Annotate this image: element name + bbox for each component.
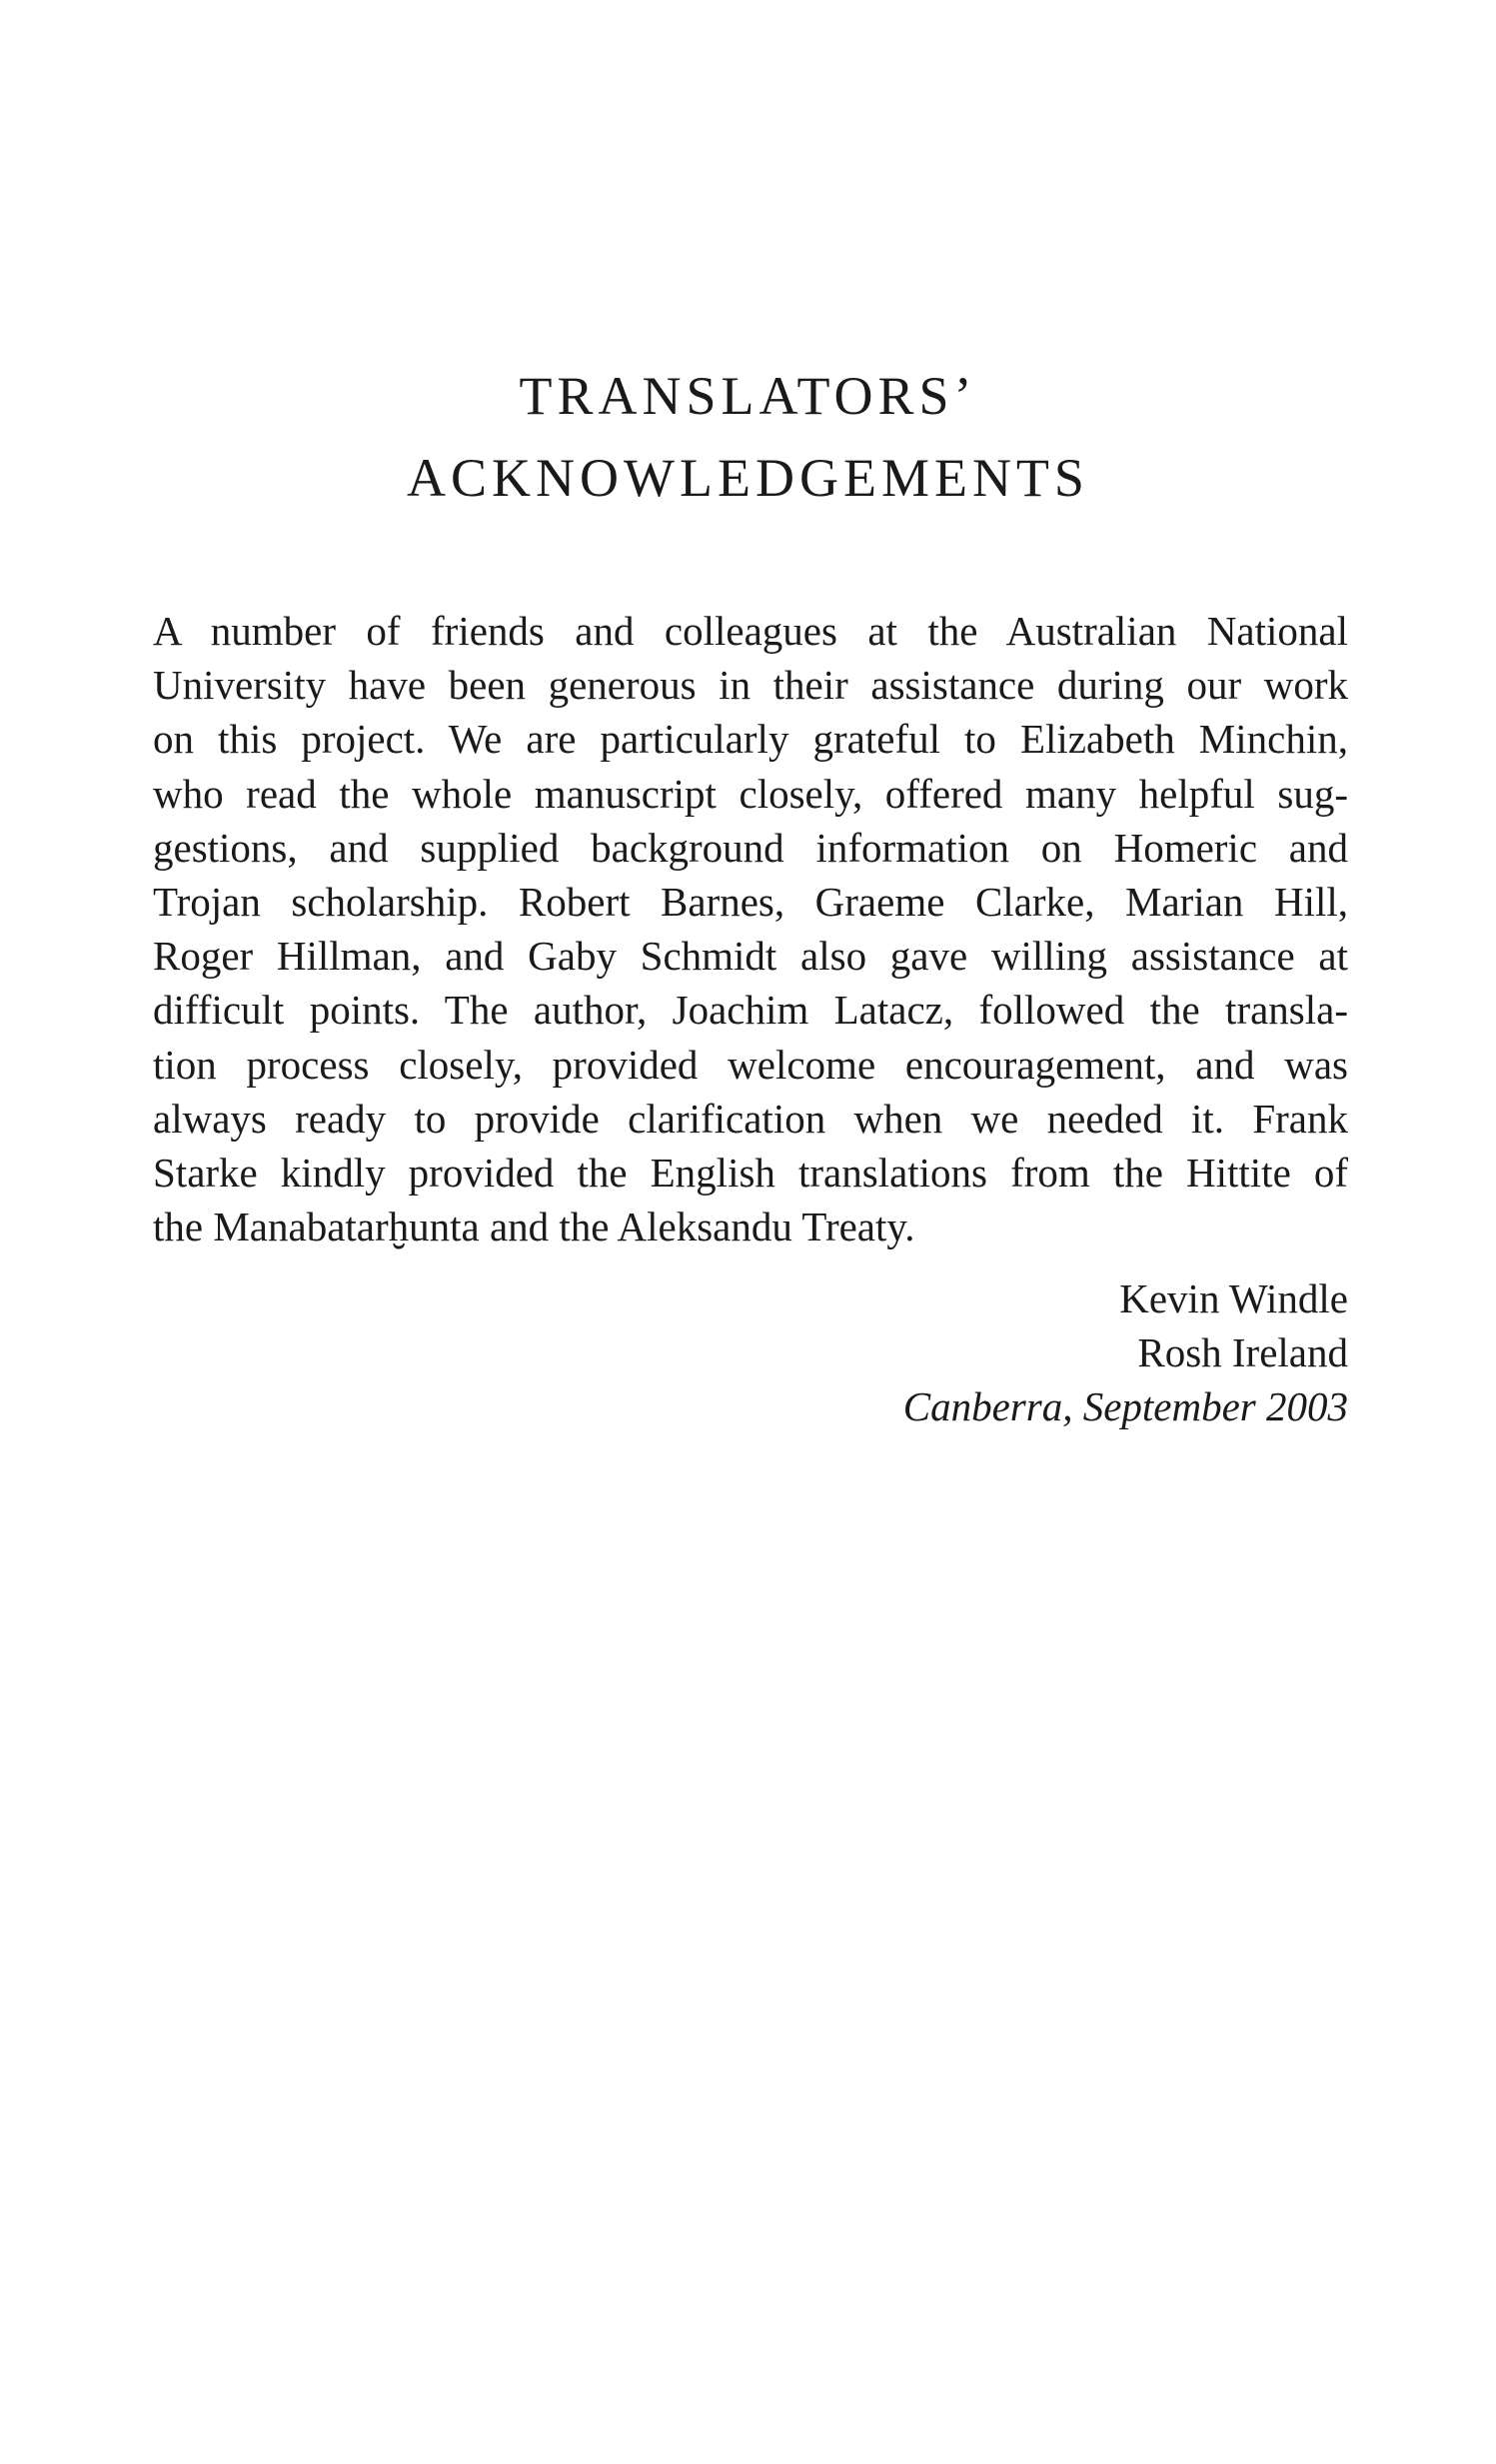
paragraph-line: A number of friends and colleagues at the Australian National (153, 608, 1348, 654)
paragraph-line: who read the whole manuscript closely, offered many helpful sug- (153, 770, 1348, 817)
paragraph-line: Starke kindly provided the English translations from the Hittite of (153, 1150, 1348, 1197)
paragraph-line: always ready to provide clarification when we needed it. Frank (153, 1095, 1348, 1142)
paragraph-line: tion process closely, provided welcome encouragement, and was (153, 1041, 1348, 1088)
paragraph-line: on this project. We are particularly grateful to Elizabeth Minchin, (153, 716, 1348, 763)
paragraph-line: the Manabatarḫunta and the Aleksandu Treaty. (153, 1204, 915, 1250)
heading-line-2: ACKNOWLEDGEMENTS (407, 448, 1089, 508)
signature-place-date: Canberra, September 2003 (902, 1383, 1348, 1429)
paragraph-line: Roger Hillman, and Gaby Schmidt also gave willing assistance at (153, 933, 1348, 980)
signature-name-kevin-windle: Kevin Windle (1119, 1275, 1348, 1321)
paragraph-line: Trojan scholarship. Robert Barnes, Graeme Clarke, Marian Hill, (153, 879, 1348, 926)
heading-line-1: TRANSLATORS’ (519, 366, 977, 426)
acknowledgements-paragraph (153, 604, 1348, 1253)
signature-name-rosh-ireland: Rosh Ireland (1137, 1329, 1348, 1375)
paragraph-line: University have been generous in their assistance during our work (153, 662, 1348, 709)
paragraph-line: gestions, and supplied background information on Homeric and (153, 824, 1348, 871)
paragraph-line: difficult points. The author, Joachim Latacz, followed the transla- (153, 987, 1348, 1034)
